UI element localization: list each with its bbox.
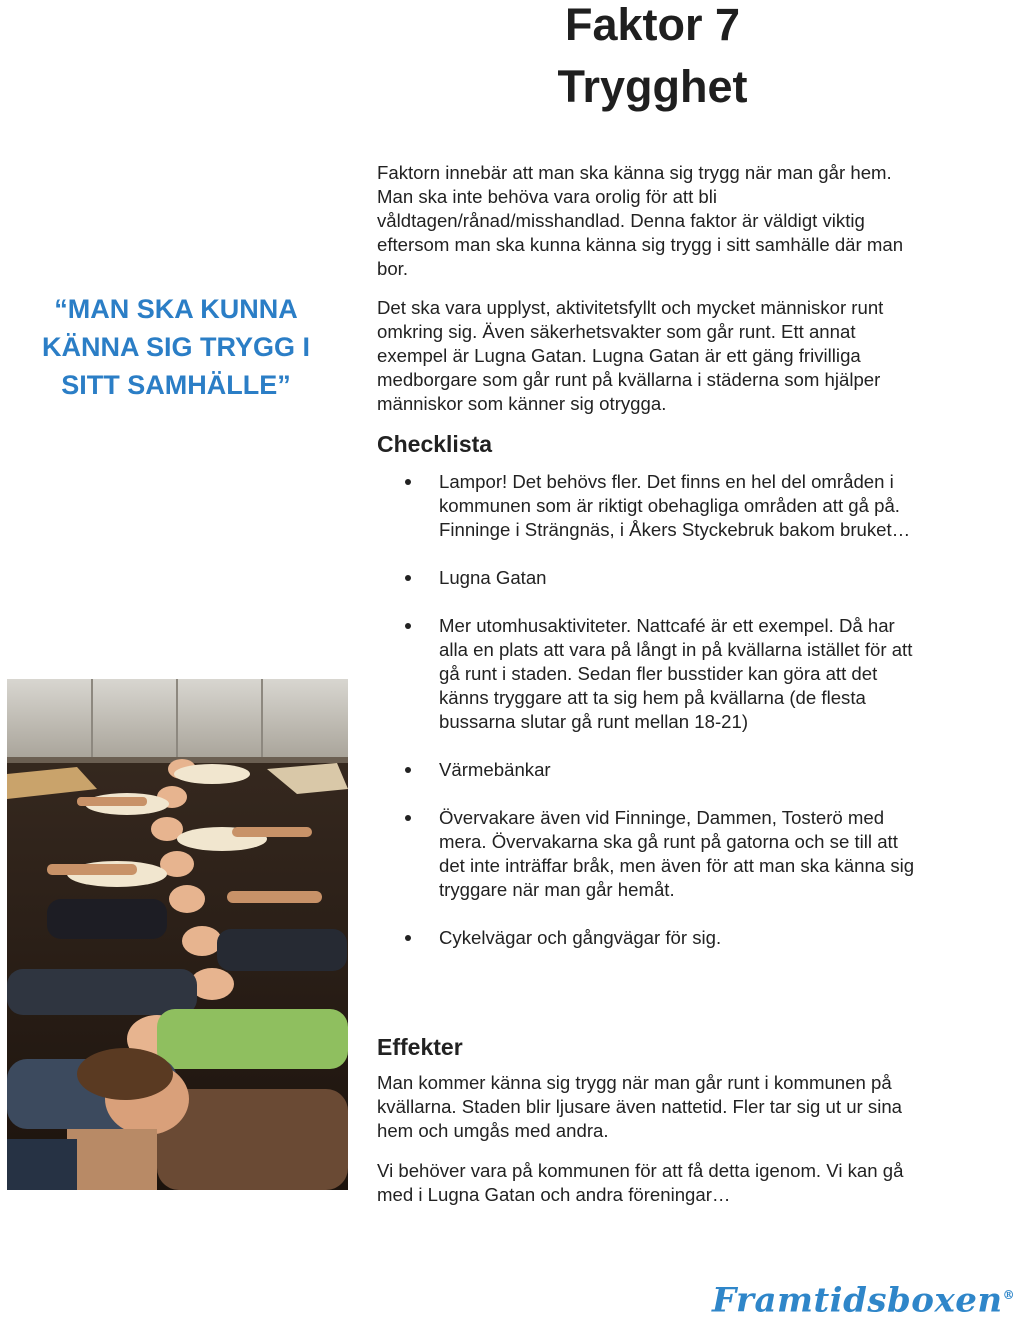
intro-paragraph-1: Faktorn innebär att man ska känna sig trygg när man går hem. Man ska inte behöva vara orolig för att bli våldtagen/rånad/misshandlad. Denna faktor är väldigt viktig eftersom man ska kunna känna sig trygg i sitt samhälle där man bor. bbox=[377, 162, 904, 279]
framtidsboxen-logo bbox=[712, 1270, 1015, 1321]
checklist bbox=[405, 470, 925, 974]
pull-quote bbox=[30, 290, 322, 404]
bullet-icon bbox=[405, 575, 411, 581]
list-item bbox=[405, 758, 925, 782]
list-item bbox=[405, 566, 925, 590]
page-title bbox=[490, 0, 815, 118]
list-item-text: Övervakare även vid Finninge, Dammen, Tosterö med mera. Övervakarna ska gå runt på gatorna och se till att det inte inträffar bråk, men även för att man ska känna sig tryggare när man går hemåt. bbox=[439, 807, 915, 900]
effects-paragraph-1: Man kommer känna sig trygg när man går runt i kommunen på kvällarna. Staden blir ljusare även nattetid. Fler tar sig ut ur sina hem och umgås med andra. bbox=[377, 1072, 903, 1141]
bullet-icon bbox=[405, 935, 411, 941]
effects-paragraph-2: Vi behöver vara på kommunen för att få detta igenom. Vi kan gå med i Lugna Gatan och andra föreningar… bbox=[377, 1160, 904, 1205]
list-item bbox=[405, 806, 925, 902]
title-line-1: Faktor 7 bbox=[564, 0, 741, 50]
checklist-heading: Checklista bbox=[377, 431, 493, 457]
registered-mark: ® bbox=[1002, 1288, 1015, 1302]
list-item-text: Värmebänkar bbox=[439, 759, 551, 780]
bullet-icon bbox=[405, 815, 411, 821]
list-item bbox=[405, 470, 925, 542]
intro-paragraph-2: Det ska vara upplyst, aktivitetsfyllt och mycket människor runt omkring sig. Även säkerhetsvakter som går runt. Ett annat exempel är Lugna Gatan. Lugna Gatan är ett gäng frivilliga medborgare som går runt på kvällarna i städerna som hjälper människor som känner sig otrygga. bbox=[377, 297, 884, 414]
title-line-2: Trygghet bbox=[557, 61, 748, 112]
logo-text: Framtidsboxen bbox=[712, 1280, 1003, 1321]
list-item-text: Lugna Gatan bbox=[439, 567, 547, 588]
quote-line-2: KÄNNA SIG TRYGG I bbox=[41, 332, 310, 362]
bullet-icon bbox=[405, 623, 411, 629]
bullet-icon bbox=[405, 767, 411, 773]
photo-illustration bbox=[7, 679, 348, 1190]
list-item-text: Lampor! Det behövs fler. Det finns en hel del områden i kommunen som är riktigt obehagliga områden att gå på. Finninge i Strängnäs, i Åkers Styckebruk bakom bruket… bbox=[439, 471, 911, 540]
bullet-icon bbox=[405, 479, 411, 485]
list-item bbox=[405, 926, 925, 950]
list-item bbox=[405, 614, 925, 734]
quote-line-3: SITT SAMHÄLLE” bbox=[61, 370, 291, 400]
list-item-text: Cykelvägar och gångvägar för sig. bbox=[439, 927, 722, 948]
quote-line-1: “MAN SKA KUNNA bbox=[54, 294, 298, 324]
group-photo bbox=[7, 679, 348, 1190]
list-item-text: Mer utomhusaktiviteter. Nattcafé är ett exempel. Då har alla en plats att vara på långt in på kvällarna istället för att gå runt i staden. Sedan fler busstider kan göra att det känns tryggare att ta sig hem på kvällarna (de flesta bussarna slutar gå runt mellan 18-21) bbox=[439, 615, 913, 732]
effects-heading: Effekter bbox=[377, 1034, 463, 1060]
